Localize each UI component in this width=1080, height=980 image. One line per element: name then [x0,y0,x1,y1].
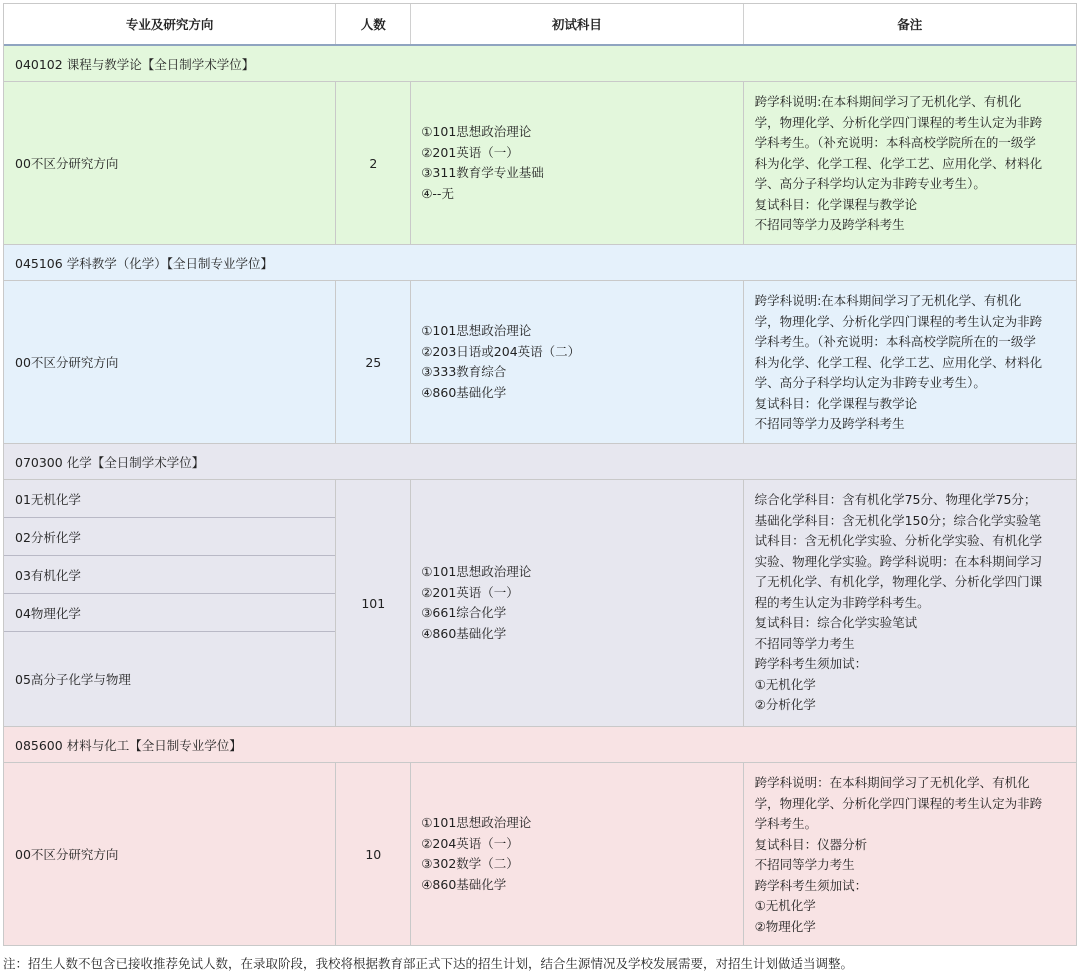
direction-label: 04物理化学 [4,594,335,632]
direction-label: 02分析化学 [4,518,335,556]
remarks: 跨学科说明:在本科期间学习了无机化学、有机化 学，物理化学、分析化学四门课程的考生认定为非跨 学科考生。（补充说明：本科高校学院所在的一级学 科为化学、化学工程、化学工艺、应用化学、材料化 学、高分子科学均认定为非跨专业考生）。 复试科目：化学课程与教学论 不招同等学力及跨学科考生 [754,94,1043,232]
exam-subjects: ①101思想政治理论 ②204英语（一） ③302数学（二） ④860基础化学 [411,763,743,945]
direction-list [4,480,336,726]
program-title: 045106 学科教学（化学）【全日制专业学位】 [4,245,1076,281]
direction-label: 00不区分研究方向 [15,355,119,370]
remarks: 综合化学科目：含有机化学75分、物理化学75分； 基础化学科目：含无机化学150分；综合化学实验笔 试科目：含无机化学实验、分析化学实验、有机化学 实验、物理化学实验。跨学科说明：在本科期间学习 了无机化学、有机化学，物理化学、分析化学四门课 程的考生认定为非跨学科考生。 复试科目：综合化学实验笔试 不招同等学力考生 跨学科考生须加试： ①无机化学 ②分析化学 [754,492,1043,712]
direction-label: 03有机化学 [4,556,335,594]
direction-label: 01无机化学 [4,480,335,518]
enroll-count: 2 [336,82,411,244]
table-header [4,4,1076,46]
header-direction: 专业及研究方向 [4,4,336,44]
remarks: 跨学科说明:在本科期间学习了无机化学、有机化 学，物理化学、分析化学四门课程的考生认定为非跨 学科考生。（补充说明：本科高校学院所在的一级学 科为化学、化学工程、化学工艺、应用化学、材料化 学、高分子科学均认定为非跨专业考生）。 复试科目：化学课程与教学论 不招同等学力及跨学科考生 [754,293,1043,431]
enroll-count: 101 [336,480,411,726]
exam-subjects: ①101思想政治理论 ②201英语（一） ③661综合化学 ④860基础化学 [411,480,743,726]
program-group [4,245,1076,444]
header-subjects: 初试科目 [411,4,743,44]
enroll-count: 25 [336,281,411,443]
direction-label: 05高分子化学与物理 [15,672,131,687]
remarks: 跨学科说明：在本科期间学习了无机化学、有机化 学，物理化学、分析化学四门课程的考生认定为非跨 学科考生。 复试科目：仪器分析 不招同等学力考生 跨学科考生须加试： ①无机化学 ②物理化学 [754,775,1043,934]
admission-table [3,3,1077,946]
program-title: 085600 材料与化工【全日制专业学位】 [4,727,1076,763]
exam-subjects: ①101思想政治理论 ②203日语或204英语（二） ③333教育综合 ④860基础化学 [411,281,743,443]
program-group [4,444,1076,727]
direction-label: 00不区分研究方向 [15,847,119,862]
program-title: 040102 课程与教学论【全日制学术学位】 [4,46,1076,82]
exam-subjects: ①101思想政治理论 ②201英语（一） ③311教育学专业基础 ④--无 [411,82,743,244]
enroll-count: 10 [336,763,411,945]
header-count: 人数 [336,4,411,44]
footnote: 注：招生人数不包含已接收推荐免试人数，在录取阶段，我校将根据教育部正式下达的招生计划，结合生源情况及学校发展需要，对招生计划做适当调整。 [3,956,854,971]
program-title: 070300 化学【全日制学术学位】 [4,444,1076,480]
header-notes: 备注 [897,17,923,32]
program-group [4,46,1076,245]
direction-label: 00不区分研究方向 [15,156,119,171]
program-group [4,727,1076,945]
